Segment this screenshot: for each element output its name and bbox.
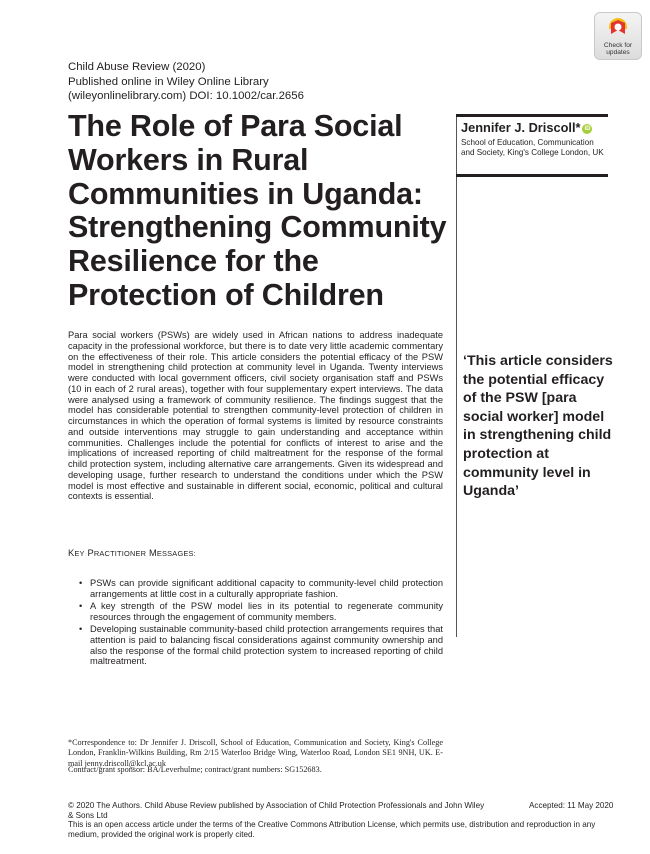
key-messages-list bbox=[68, 578, 443, 669]
author-rule-top bbox=[456, 114, 608, 117]
journal-header bbox=[68, 60, 448, 104]
author-name bbox=[461, 120, 592, 135]
author-rule-bottom bbox=[456, 174, 608, 177]
copyright-notice: © 2020 The Authors. Child Abuse Review published by Association of Child Protection Professionals and John Wiley & Sons Ltd bbox=[68, 801, 485, 820]
abstract: Para social workers (PSWs) are widely used in African nations to address inadequate capacity in the professional workforce, but there is to date very little academic commentary on the effectiveness of their role. This article considers the potential efficacy of the PSW model in strengthening child protection at community level in Uganda. Twenty interviews were conducted with local government officers, civil society organisation staff and PSWs (10 in each of 2 rural areas), together with four supplementary expert interviews. The data were analysed using a framework of community resilience. The findings suggest that the model has considerable potential to strengthen community-level protection of children in circumstances in which the operation of formal systems is limited by resource constraints and outside interventions may struggle to gain understanding and acceptance within communities. Challenges include the potential for conflicts of interest to arise and the implications of increased reporting of child maltreatment for the response of the formal child protection system, including alternative care arrangements. Given its widespread and developing usage, further research to understand the conditions under which the PSW model is most effective and sustainable in different social, economic, political and cultural contexts is essential. bbox=[68, 330, 443, 502]
heading-letter: K bbox=[68, 548, 75, 558]
license-notice: This is an open access article under the terms of the Creative Commons Attribution License, which permits use, distribution and reproduction in any medium, provided the original work is properly cited. bbox=[68, 820, 596, 839]
journal-line: Published online in Wiley Online Library bbox=[68, 75, 269, 88]
badge-label: Check for updates bbox=[603, 42, 633, 56]
grant-note: Contract/grant sponsor: BA/Leverhulme; contract/grant numbers: SG152683. bbox=[68, 765, 322, 774]
list-item: • Developing sustainable community-based child protection arrangements requires that attention is paid to balancing fiscal considerations against community ownership and also the response of the formal child protection system to increased reporting of child maltreatment. bbox=[68, 624, 443, 667]
check-for-updates-icon bbox=[608, 17, 628, 41]
correspondence-note: *Correspondence to: Dr Jennifer J. Driscoll, School of Education, Communication and Society, King's College London, Franklin-Wilkins Building, Rm 2/15 Waterloo Bridge Wing, Waterloo Road, London SE1 9NH, UK. E-mail jenny.driscoll@kcl.ac.uk bbox=[68, 738, 443, 768]
list-item: • PSWs can provide significant additional capacity to community-level child protection arrangements at little cost in a culturally appropriate fashion. bbox=[68, 578, 443, 600]
heading-smallcaps: RACTITIONER bbox=[93, 549, 147, 558]
orcid-icon[interactable]: iD bbox=[584, 126, 591, 132]
author-affiliation: School of Education, Communication and Society, King's College London, UK bbox=[461, 138, 604, 157]
pull-quote: ‘This article considers the potential efficacy of the PSW [para social worker] model in strengthening child protection at community level in Uganda’ bbox=[463, 353, 613, 500]
author-name-text: Jennifer J. Driscoll* bbox=[461, 120, 581, 135]
heading-letter: P bbox=[87, 548, 94, 558]
accepted-date: Accepted: 11 May 2020 bbox=[529, 801, 614, 810]
journal-line: Child Abuse Review (2020) bbox=[68, 61, 206, 73]
journal-line: (wileyonlinelibrary.com) DOI: 10.1002/car.2656 bbox=[68, 90, 304, 103]
article-title: The Role of Para Social Workers in Rural Communities in Uganda: Strengthening Community Resilience for the Protection of Children bbox=[68, 109, 447, 312]
heading-smallcaps: EY bbox=[74, 549, 85, 558]
key-messages-heading bbox=[68, 548, 196, 558]
heading-letter: M bbox=[148, 548, 157, 558]
heading-smallcaps: ESSAGES: bbox=[156, 549, 196, 558]
column-divider bbox=[456, 117, 457, 637]
check-for-updates-badge[interactable] bbox=[594, 12, 642, 60]
list-item: • A key strength of the PSW model lies in its potential to regenerate community resources through the engagement of community members. bbox=[68, 601, 443, 623]
